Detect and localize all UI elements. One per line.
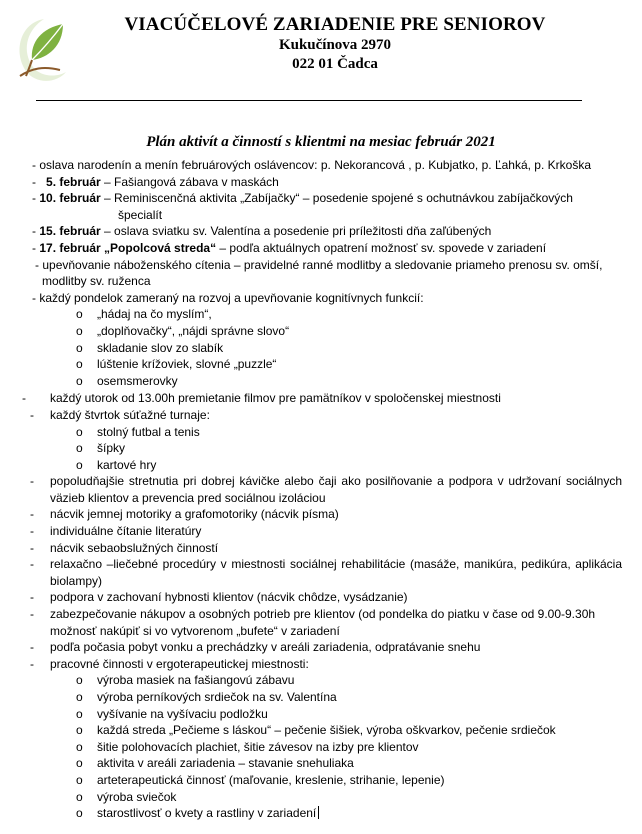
list-item: - každý štvrtok súťažné turnaje:: [30, 407, 210, 422]
list-item: - nácvik sebaobslužných činností: [30, 540, 219, 555]
list-item: - podľa počasia pobyt vonku a prechádzky v areáli zariadenia, odpratávanie snehu: [30, 640, 481, 655]
sub-list-item: o výroba perníkových srdiečok na sv. Valentína: [76, 690, 337, 704]
list-item: - 10. február – Reminiscenčná aktivita „Zabíjačky“ – posedenie spojené s ochutnávkou zabíjačkových špecialít: [32, 191, 573, 222]
list-item: - oslava narodenín a menín februárových oslávencov: p. Nekorancová , p. Kubjatko, p. Ľahká, p. Krkoška: [32, 158, 591, 172]
list-item: - 5. február – Fašiangová zábava v maskách: [32, 174, 279, 189]
address-city: 022 01 Čadca: [292, 56, 378, 72]
list-item: - upevňovanie náboženského cítenia – pravidelné ranné modlitby a sledovanie priameho prenosu sv. omší, modlitby sv. ruženca: [35, 257, 603, 289]
sub-list-item: o „doplňovačky“, „nájdi správne slovo“: [76, 323, 290, 338]
text-cursor: [318, 806, 319, 819]
list-item: - zabezpečovanie nákupov a osobných potrieb pre klientov (od pondelka do piatku v čase od 9.00-9.30h možnosť nakúpiť si vo vytvorenom „bufete“ v zariadení: [30, 607, 596, 638]
list-item: - nácvik jemnej motoriky a grafomotoriky (nácvik písma): [30, 507, 339, 522]
list-item: - popoludňajšie stretnutia pri dobrej kávičke alebo čaji ako posilňovanie a podpora v udržovaní sociálnych väzieb klientov a prevencia pred sociálnou izoláciou: [30, 474, 622, 505]
sub-list-item: o výroba masiek na fašiangovú zábavu: [76, 673, 295, 688]
organization-name: VIACÚČELOVÉ ZARIADENIE PRE SENIOROV: [124, 14, 546, 35]
sub-list-item: o osemsmerovky: [76, 373, 178, 388]
sub-list-item: o „hádaj na čo myslím“,: [76, 307, 212, 322]
list-item: - individuálne čítanie literatúry: [30, 524, 202, 539]
leaf-logo-icon: [8, 14, 78, 86]
list-item: - každý pondelok zameraný na rozvoj a upevňovanie kognitívnych funkcií:: [32, 290, 424, 305]
list-item: - podpora v zachovaní hybnosti klientov (nácvik chôdze, vysádzanie): [30, 590, 408, 605]
list-item: - každý utorok od 13.00h premietanie filmov pre pamätníkov v spoločenskej miestnosti: [22, 391, 501, 406]
sub-list-item: o šípky: [76, 441, 126, 456]
list-item: - pracovné činnosti v ergoterapeutickej miestnosti:: [30, 656, 309, 671]
sub-list-item: o lúštenie krížoviek, slovné „puzzle“: [76, 357, 277, 372]
list-item: - 17. február „Popolcová streda“ – podľa aktuálnych opatrení možnosť sv. spovede v zariadení: [32, 240, 547, 255]
sub-list-item: o výroba sviečok: [76, 789, 177, 804]
sub-list-item: o skladanie slov zo slabík: [76, 340, 224, 355]
list-item: - relaxačno –liečebné procedúry v miestnosti sociálnej rehabilitácie (masáže, manikúra, pedikúra, aplikácia biolampy): [30, 557, 622, 588]
letterhead: [80, 14, 590, 74]
activity-list: [0, 157, 642, 822]
address-street: Kukučínova 2970: [278, 37, 392, 53]
header-divider: [36, 100, 582, 101]
sub-list-item: o starostlivosť o kvety a rastliny v zariadení: [0, 805, 642, 822]
sub-list-item: o aktivita v areáli zariadenia – stavanie snehuliaka: [76, 756, 354, 771]
sub-list-item: o kartové hry: [76, 457, 157, 472]
sub-list-item: o stolný futbal a tenis: [76, 424, 200, 439]
sub-list-item: o vyšívanie na vyšívaciu podložku: [76, 706, 268, 721]
sub-list-item: o arteterapeutická činnosť (maľovanie, kreslenie, strihanie, lepenie): [76, 772, 445, 787]
plan-title: Plán aktivít a činností s klientmi na mesiac február 2021: [146, 134, 496, 150]
sub-list-item: o každá streda „Pečieme s láskou“ – pečenie šišiek, výroba oškvarkov, pečenie srdiečok: [76, 723, 556, 738]
list-item: - 15. február – oslava sviatku sv. Valentína a posedenie pri príležitosti dňa zaľúbených: [32, 224, 492, 239]
sub-list-item: o šitie polohovacích plachiet, šitie závesov na izby pre klientov: [76, 739, 419, 754]
